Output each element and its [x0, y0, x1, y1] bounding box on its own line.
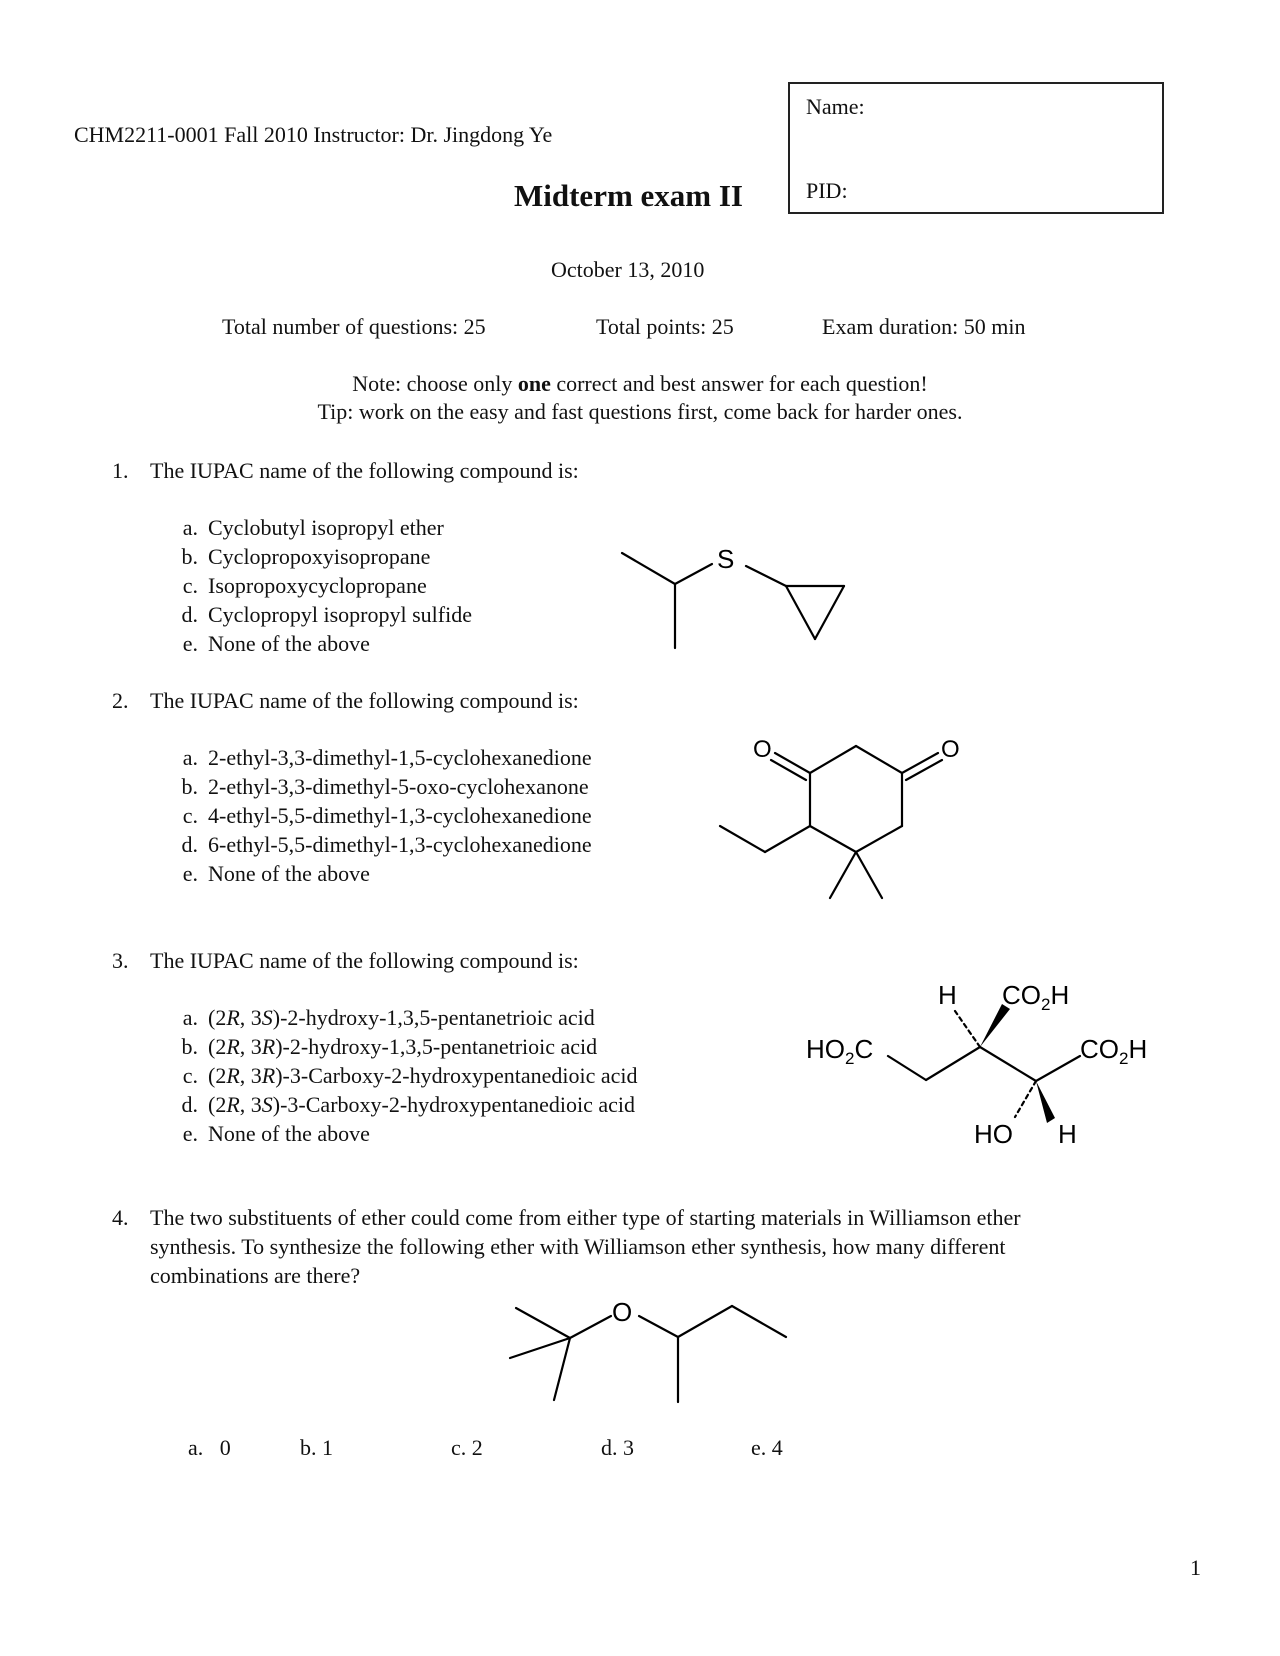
q4-option-d[interactable]: d. 3 — [601, 1435, 634, 1460]
total-questions: Total number of questions: 25 — [222, 314, 486, 339]
exam-date: October 13, 2010 — [551, 257, 705, 282]
page-number: 1 — [1190, 1555, 1201, 1580]
h-bottom: H — [1058, 1119, 1077, 1149]
note-bold: one — [517, 371, 551, 396]
oxygen-left: O — [753, 736, 772, 763]
q2-option-d[interactable]: d. 6-ethyl-5,5-dimethyl-1,3-cyclohexanedione — [181, 832, 592, 857]
question-3-number: 3. — [112, 948, 129, 973]
q1-option-b[interactable]: b. Cyclopropoxyisopropane — [181, 544, 431, 569]
question-4-number: 4. — [112, 1205, 129, 1230]
q3-option-b[interactable]: b. (2R, 3R)-2-hydroxy-1,3,5-pentanetrioic acid — [181, 1034, 598, 1059]
ether-oxygen: O — [612, 1297, 633, 1327]
q2-option-e[interactable]: e. None of the above — [182, 861, 370, 886]
q1-option-a[interactable]: a. Cyclobutyl isopropyl ether — [182, 515, 444, 540]
q3-option-c[interactable]: c. (2R, 3R)-3-Carboxy-2-hydroxypentanedioic acid — [182, 1063, 638, 1088]
question-2-text: The IUPAC name of the following compound is: — [150, 688, 579, 713]
co2h-right: $CO_2H$ — [1080, 1034, 1148, 1068]
ho-bottom: HO — [974, 1119, 1013, 1149]
h-top: H — [938, 980, 957, 1010]
question-4-text: The two substituents of ether could come from either type of starting materials in Williamson ether synthesis. To synthesize the following ether with Williamson ether synthesis, how many different combinations are there? — [150, 1205, 1021, 1288]
q4-option-e[interactable]: e. 4 — [751, 1435, 783, 1460]
note-prefix: Note: choose only — [352, 371, 518, 396]
note-suffix: correct and best answer for each question! — [550, 371, 928, 396]
pid-label: PID: — [806, 178, 848, 203]
question-1-number: 1. — [112, 458, 129, 483]
sulfur-atom: S — [717, 544, 735, 574]
ho2c-left: $HO_2C$ — [806, 1034, 874, 1068]
oxygen-right: O — [941, 736, 960, 763]
q4-option-b[interactable]: b. 1 — [300, 1435, 333, 1460]
course-info: CHM2211-0001 Fall 2010 Instructor: Dr. Jingdong Ye — [74, 122, 553, 147]
q1-option-d[interactable]: d. Cyclopropyl isopropyl sulfide — [181, 602, 472, 627]
q3-option-d[interactable]: d. (2R, 3S)-3-Carboxy-2-hydroxypentanedioic acid — [181, 1092, 636, 1117]
q2-option-a[interactable]: a. 2-ethyl-3,3-dimethyl-1,5-cyclohexanedione — [182, 745, 592, 770]
q3-option-e[interactable]: e. None of the above — [182, 1121, 370, 1146]
q1-option-e[interactable]: e. None of the above — [182, 631, 370, 656]
total-points: Total points: 25 — [596, 314, 734, 339]
question-2-number: 2. — [112, 688, 129, 713]
question-3-text: The IUPAC name of the following compound is: — [150, 948, 579, 973]
q3-option-a[interactable]: a. (2R, 3S)-2-hydroxy-1,3,5-pentanetrioic acid — [182, 1005, 595, 1030]
co2h-top: $CO_2H$ — [1002, 980, 1070, 1014]
q4-option-a[interactable]: a. 0 — [188, 1435, 231, 1460]
exam-duration: Exam duration: 50 min — [822, 314, 1026, 339]
q2-option-b[interactable]: b. 2-ethyl-3,3-dimethyl-5-oxo-cyclohexanone — [181, 774, 589, 799]
question-1-text: The IUPAC name of the following compound is: — [150, 458, 579, 483]
name-label: Name: — [806, 94, 865, 119]
q1-option-c[interactable]: c. Isopropoxycyclopropane — [182, 573, 427, 598]
tert-butyl-sec-butyl-ether — [510, 1297, 786, 1402]
q2-option-c[interactable]: c. 4-ethyl-5,5-dimethyl-1,3-cyclohexanedione — [182, 803, 592, 828]
q4-option-c[interactable]: c. 2 — [451, 1435, 483, 1460]
exam-tip: Tip: work on the easy and fast questions first, come back for harder ones. — [317, 399, 963, 424]
page-title: Midterm exam II — [514, 178, 743, 213]
